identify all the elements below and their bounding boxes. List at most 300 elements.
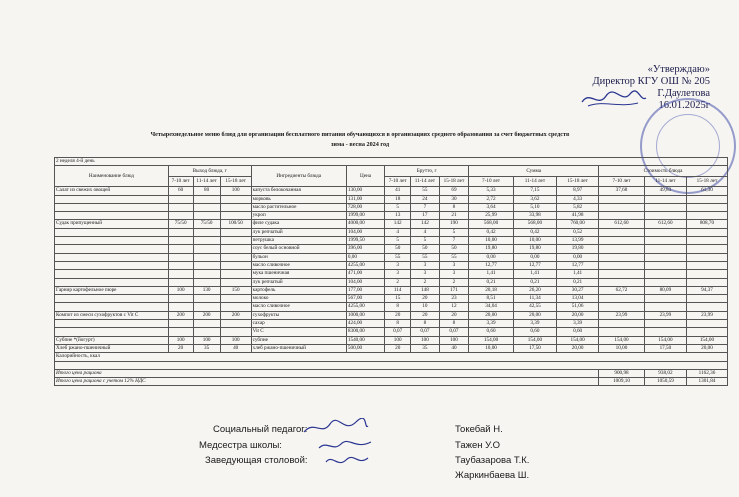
value-cell: 34,04 (469, 303, 514, 311)
table-row (55, 328, 728, 336)
nurse-label: Медсестра школы: (199, 440, 282, 451)
value-cell: 0,60 (557, 328, 599, 336)
value-cell: 424,00 (346, 320, 384, 328)
signature-3 (322, 452, 372, 470)
value-cell: 7 (411, 203, 439, 211)
value-cell (599, 245, 645, 253)
value-cell: 1000,00 (346, 311, 384, 319)
value-cell (168, 253, 193, 261)
value-cell: 2 (411, 278, 439, 286)
value-cell (686, 195, 727, 203)
value-cell (193, 320, 220, 328)
total-value: 900,98 (599, 369, 645, 377)
header-age: 15-18 лет (686, 176, 727, 187)
value-cell: 50 (411, 245, 439, 253)
dish-name-cell (55, 270, 169, 278)
value-cell: 568,00 (469, 220, 514, 228)
value-cell (168, 261, 193, 269)
value-cell (168, 278, 193, 286)
value-cell: 0,42 (513, 228, 556, 236)
value-cell (599, 237, 645, 245)
value-cell (168, 303, 193, 311)
table-row (55, 278, 728, 286)
value-cell: 4255,00 (346, 261, 384, 269)
value-cell: 200 (193, 311, 220, 319)
value-cell (599, 212, 645, 220)
value-cell: 1999,50 (346, 237, 384, 245)
total-vat-value: 1301,84 (686, 378, 727, 386)
table-row (55, 203, 728, 211)
value-cell: 5 (385, 237, 411, 245)
value-cell: 0,42 (469, 228, 514, 236)
dish-name-cell (55, 203, 169, 211)
value-cell (644, 270, 686, 278)
value-cell: 51,06 (557, 303, 599, 311)
value-cell: 8,97 (557, 187, 599, 195)
total-value: 938,02 (644, 369, 686, 377)
dish-name-cell (55, 295, 169, 303)
value-cell: 3 (385, 261, 411, 269)
value-cell: 12,77 (513, 261, 556, 269)
header-age: 15-18 лет (439, 176, 469, 187)
value-cell: 12,77 (557, 261, 599, 269)
table-row (55, 253, 728, 261)
ingredient-cell: Vit C (251, 328, 346, 336)
value-cell: 0,07 (439, 328, 469, 336)
value-cell: 20 (439, 311, 469, 319)
value-cell: 5,82 (557, 203, 599, 211)
value-cell: 100 (439, 336, 469, 344)
value-cell: 0,00 (513, 253, 556, 261)
value-cell: 80 (193, 187, 220, 195)
value-cell: 23 (439, 295, 469, 303)
value-cell (193, 203, 220, 211)
value-cell: 154,00 (469, 336, 514, 344)
value-cell (193, 270, 220, 278)
value-cell: 21 (439, 212, 469, 220)
value-cell: 7,15 (513, 187, 556, 195)
table-row (55, 228, 728, 236)
header-age: 7-10 лет (385, 176, 411, 187)
dish-name-cell (55, 303, 169, 311)
ingredient-cell: молоко (251, 295, 346, 303)
value-cell: 20 (168, 344, 193, 352)
dish-name-cell (55, 195, 169, 203)
value-cell (644, 303, 686, 311)
table-row (55, 187, 728, 195)
value-cell: 471,00 (346, 270, 384, 278)
value-cell: 3,64 (469, 203, 514, 211)
header-age: 7-10 лет (599, 176, 645, 187)
value-cell (168, 320, 193, 328)
value-cell (599, 295, 645, 303)
value-cell: 567,00 (346, 295, 384, 303)
value-cell: 0,60 (469, 328, 514, 336)
value-cell: 18 (385, 195, 411, 203)
value-cell (220, 245, 251, 253)
value-cell: 131,00 (346, 195, 384, 203)
value-cell: 55 (411, 253, 439, 261)
value-cell (193, 303, 220, 311)
value-cell (193, 228, 220, 236)
value-cell: 10,00 (513, 237, 556, 245)
value-cell: 3 (439, 270, 469, 278)
value-cell: 4,33 (557, 195, 599, 203)
value-cell: 612,60 (644, 220, 686, 228)
total-label: Итого цена рациона (55, 369, 599, 377)
value-cell (168, 212, 193, 220)
value-cell: 0,21 (469, 278, 514, 286)
value-cell (168, 228, 193, 236)
ingredient-cell: капуста белокочанная (251, 187, 346, 195)
value-cell (220, 320, 251, 328)
value-cell: 11,34 (513, 295, 556, 303)
ingredient-cell: соус белый основной (251, 245, 346, 253)
value-cell: 2 (439, 278, 469, 286)
value-cell: 0,00 (469, 253, 514, 261)
value-cell: 35 (411, 344, 439, 352)
value-cell: 190 (439, 220, 469, 228)
value-cell: 3,62 (513, 195, 556, 203)
value-cell: 0,07 (385, 328, 411, 336)
header-age: 11-14 лет (193, 176, 220, 187)
value-cell: 40 (220, 344, 251, 352)
ingredient-cell: лук репчатый (251, 228, 346, 236)
value-cell (220, 253, 251, 261)
dish-name-cell (55, 245, 169, 253)
value-cell: 1,41 (557, 270, 599, 278)
ingredient-cell: лук репчатый (251, 278, 346, 286)
value-cell: 142 (385, 220, 411, 228)
value-cell: 75/50 (168, 220, 193, 228)
header-dish: Наименование блюд (55, 166, 169, 187)
value-cell: 41,98 (557, 212, 599, 220)
value-cell (220, 228, 251, 236)
dish-name-cell: Субпне *(йогурт) (55, 336, 169, 344)
value-cell: 0,21 (557, 278, 599, 286)
table-row (55, 261, 728, 269)
table-row (55, 311, 728, 319)
value-cell: 154,00 (513, 336, 556, 344)
value-cell: 0,00 (557, 253, 599, 261)
header-age: 15-18 лет (220, 176, 251, 187)
value-cell: 200 (168, 311, 193, 319)
value-cell (599, 228, 645, 236)
value-cell: 0,21 (513, 278, 556, 286)
ingredient-cell: петрушка (251, 237, 346, 245)
value-cell (644, 245, 686, 253)
value-cell: 130 (193, 286, 220, 294)
value-cell: 94,37 (686, 286, 727, 294)
header-age: 11-14 лет (513, 176, 556, 187)
value-cell (193, 328, 220, 336)
value-cell: 26,20 (513, 286, 556, 294)
ingredient-cell: субпне (251, 336, 346, 344)
ingredient-cell: бульон (251, 253, 346, 261)
table-row (55, 245, 728, 253)
ingredient-cell: масло сливочное (251, 261, 346, 269)
value-cell: 20,00 (686, 344, 727, 352)
value-cell: 23,99 (644, 311, 686, 319)
dish-name-cell: Салат из свежих овощей (55, 187, 169, 195)
value-cell: 4 (411, 228, 439, 236)
dish-name-cell: Хлеб ржано-пшеничный (55, 344, 169, 352)
value-cell (686, 278, 727, 286)
value-cell: 5,10 (513, 203, 556, 211)
value-cell: 500,00 (346, 344, 384, 352)
value-cell: 104,00 (346, 228, 384, 236)
value-cell: 0,00 (346, 253, 384, 261)
value-cell (686, 203, 727, 211)
menu-table (54, 157, 728, 386)
dish-name-cell (55, 212, 169, 220)
director-signature (578, 88, 648, 110)
value-cell (686, 320, 727, 328)
value-cell: 20 (385, 344, 411, 352)
canteen-head-label: Заведующая столовой: (205, 455, 308, 466)
value-cell: 80,09 (644, 286, 686, 294)
value-cell: 19,80 (469, 245, 514, 253)
value-cell: 1540,00 (346, 336, 384, 344)
value-cell (193, 295, 220, 303)
value-cell (599, 303, 645, 311)
total-vat-value: 1009,10 (599, 378, 645, 386)
value-cell: 8 (439, 320, 469, 328)
value-cell: 200 (220, 311, 251, 319)
signature-1 (300, 418, 370, 438)
value-cell (599, 203, 645, 211)
value-cell: 17 (411, 212, 439, 220)
dish-name-cell (55, 320, 169, 328)
value-cell: 55 (411, 187, 439, 195)
value-cell (220, 237, 251, 245)
value-cell (193, 253, 220, 261)
value-cell: 15 (385, 295, 411, 303)
value-cell: 100 (220, 187, 251, 195)
value-cell: 1,41 (513, 270, 556, 278)
ingredient-cell: укроп (251, 212, 346, 220)
value-cell: 50 (385, 245, 411, 253)
value-cell (599, 328, 645, 336)
value-cell: 12,77 (469, 261, 514, 269)
value-cell (193, 245, 220, 253)
value-cell: 130,00 (346, 187, 384, 195)
value-cell: 142 (411, 220, 439, 228)
value-cell: 25,99 (469, 212, 514, 220)
value-cell: 4255,00 (346, 303, 384, 311)
value-cell (220, 212, 251, 220)
value-cell (644, 228, 686, 236)
value-cell (193, 212, 220, 220)
value-cell (220, 203, 251, 211)
signer-name-2: Тажен У.О (455, 440, 500, 451)
value-cell: 33,98 (513, 212, 556, 220)
dish-name-cell (55, 237, 169, 245)
value-cell: 104,00 (346, 278, 384, 286)
header-cost: Стоимость блюда (599, 166, 728, 177)
value-cell (644, 278, 686, 286)
value-cell: 100 (220, 336, 251, 344)
header-sum: Сумма (469, 166, 599, 177)
value-cell: 3,39 (557, 320, 599, 328)
ingredient-cell: картофель (251, 286, 346, 294)
value-cell: 2 (385, 278, 411, 286)
value-cell: 23,99 (599, 311, 645, 319)
spacer-row (55, 361, 728, 369)
table-row (55, 195, 728, 203)
value-cell: 150 (220, 286, 251, 294)
table-row (55, 270, 728, 278)
value-cell: 0,07 (411, 328, 439, 336)
week-day-label: 2 неделя 4-й день (55, 158, 728, 166)
dish-name-cell (55, 228, 169, 236)
value-cell (686, 237, 727, 245)
value-cell: 728,00 (346, 203, 384, 211)
value-cell: 60 (168, 187, 193, 195)
value-cell: 100 (168, 336, 193, 344)
value-cell: 0,52 (557, 228, 599, 236)
value-cell: 154,00 (686, 336, 727, 344)
value-cell: 1999,00 (346, 212, 384, 220)
value-cell (168, 270, 193, 278)
signer-name-3: Таубазарова Т.К. (455, 455, 530, 466)
value-cell: 30 (439, 195, 469, 203)
value-cell: 8 (439, 203, 469, 211)
value-cell (644, 261, 686, 269)
header-price: Цена (346, 166, 384, 187)
ingredient-cell: морковь (251, 195, 346, 203)
value-cell (686, 261, 727, 269)
value-cell: 4 (385, 228, 411, 236)
value-cell (168, 237, 193, 245)
value-cell (599, 261, 645, 269)
value-cell: 41 (385, 187, 411, 195)
value-cell (220, 278, 251, 286)
value-cell (168, 328, 193, 336)
value-cell: 20,00 (513, 311, 556, 319)
signer-name-1: Токебай Н. (455, 424, 503, 435)
value-cell: 19,80 (513, 245, 556, 253)
document-title (60, 130, 660, 150)
value-cell: 55 (439, 253, 469, 261)
value-cell: 760,00 (557, 220, 599, 228)
value-cell: 30,27 (557, 286, 599, 294)
total-vat-value: 1050,59 (644, 378, 686, 386)
value-cell: 55 (385, 253, 411, 261)
table-row (55, 237, 728, 245)
value-cell (686, 328, 727, 336)
value-cell (168, 295, 193, 303)
title-line-1: Четырехнедельное меню блюд для организации бесплатного питания обучающихся в организациях среднего образования за счет бюджетных средств (150, 131, 570, 138)
value-cell (599, 195, 645, 203)
header-age: 7-10 лет (469, 176, 514, 187)
ingredient-cell: хлеб ржано-пшеничный (251, 344, 346, 352)
value-cell: 5 (385, 203, 411, 211)
value-cell (599, 270, 645, 278)
value-cell (193, 237, 220, 245)
value-cell (193, 261, 220, 269)
value-cell (644, 203, 686, 211)
value-cell: 612,60 (599, 220, 645, 228)
value-cell: 5 (411, 237, 439, 245)
value-cell (220, 195, 251, 203)
value-cell: 3,39 (513, 320, 556, 328)
value-cell: 100 (385, 336, 411, 344)
value-cell: 20 (411, 311, 439, 319)
ingredient-cell: сухофрукты (251, 311, 346, 319)
value-cell: 3 (411, 270, 439, 278)
value-cell: 20,18 (469, 286, 514, 294)
value-cell: 3 (439, 261, 469, 269)
value-cell: 17,50 (644, 344, 686, 352)
value-cell: 75/50 (193, 220, 220, 228)
value-cell: 3 (385, 270, 411, 278)
dish-name-cell: Судак припущенный (55, 220, 169, 228)
approval-position: Директор КГУ ОШ № 205 (592, 76, 710, 87)
value-cell: 154,00 (644, 336, 686, 344)
ingredient-cell: мука пшеничная (251, 270, 346, 278)
value-cell: 23,99 (686, 311, 727, 319)
value-cell (644, 320, 686, 328)
value-cell (193, 278, 220, 286)
value-cell (644, 195, 686, 203)
value-cell: 100 (168, 286, 193, 294)
value-cell: 7 (439, 237, 469, 245)
value-cell: 808,70 (686, 220, 727, 228)
value-cell: 42,55 (513, 303, 556, 311)
calories-label: Калорийность, ккал (55, 353, 728, 361)
value-cell (599, 278, 645, 286)
value-cell: 13 (385, 212, 411, 220)
value-cell (193, 195, 220, 203)
value-cell: 100 (193, 336, 220, 344)
dish-name-cell (55, 253, 169, 261)
ingredient-cell: филе судака (251, 220, 346, 228)
value-cell: 8300,00 (346, 328, 384, 336)
value-cell: 5,33 (469, 187, 514, 195)
value-cell: 20 (385, 311, 411, 319)
table-row (55, 320, 728, 328)
approval-date: 16.01.2025г (658, 100, 710, 111)
value-cell: 2,72 (469, 195, 514, 203)
approval-name: Г.Даулетова (657, 88, 710, 99)
value-cell: 17,50 (513, 344, 556, 352)
value-cell: 10 (411, 303, 439, 311)
ingredient-cell: масло растительное (251, 203, 346, 211)
value-cell: 154,00 (599, 336, 645, 344)
value-cell: 8 (385, 320, 411, 328)
value-cell (644, 253, 686, 261)
value-cell (644, 237, 686, 245)
header-age: 7-10 лет (168, 176, 193, 187)
value-cell: 8 (385, 303, 411, 311)
value-cell (220, 295, 251, 303)
value-cell: 24 (411, 195, 439, 203)
value-cell: 154,00 (557, 336, 599, 344)
value-cell (686, 303, 727, 311)
value-cell: 13,04 (557, 295, 599, 303)
header-age: 11-14 лет (644, 176, 686, 187)
value-cell: 10,00 (599, 344, 645, 352)
table-row (55, 344, 728, 352)
value-cell: 20 (411, 295, 439, 303)
table-row (55, 212, 728, 220)
value-cell (686, 212, 727, 220)
table-row (55, 286, 728, 294)
value-cell: 148 (411, 286, 439, 294)
value-cell (220, 303, 251, 311)
value-cell (686, 295, 727, 303)
